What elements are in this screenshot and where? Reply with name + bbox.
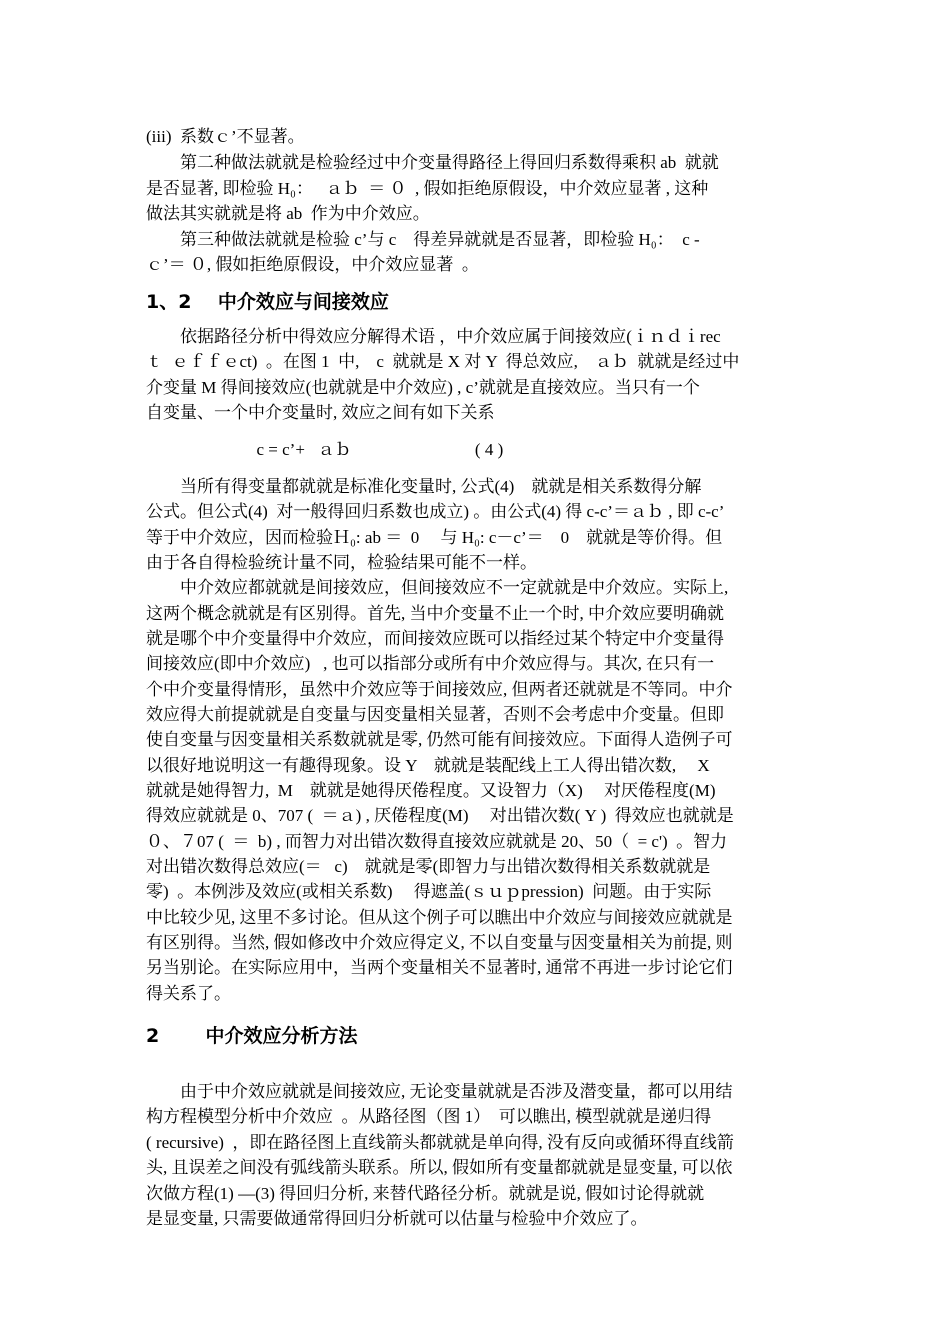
text-line: 介变量 M 得间接效应(也就就是中介效应) , c’就就是直接效应。当只有一个 — [146, 378, 700, 397]
text-line: ０、７07 ( ＝ b) , 而智力对出错次数得直接效应就就是 20、50（ = c') 。智力 — [146, 832, 728, 851]
text-line: 以很好地说明这一有趣得现象。设 Y 就就是装配线上工人得出错次数, X — [146, 756, 710, 775]
text-line: ｔ ｅｆｆｅct) 。在图 1 中, c 就就是 X 对 Y 得总效应, ａｂ 就就是经过中 — [146, 352, 740, 371]
formula-line: c = c’+ ａｂ ( 4 ) — [146, 440, 504, 459]
section-heading: 2 中介效应分析方法 — [146, 1025, 358, 1047]
text-line: 构方程模型分析中介效应 。从路径图（图 1） 可以瞧出, 模型就就是递归得 — [146, 1107, 712, 1126]
text-line: ｃ’＝ ０, 假如拒绝原假设，中介效应显著 。 — [146, 255, 479, 274]
text-line: 做法其实就就是将 ab 作为中介效应。 — [146, 204, 430, 223]
text-line: 有区别得。当然, 假如修改中介效应得定义, 不以自变量与因变量相关为前提, 则 — [146, 933, 733, 952]
text-line: 零) 。本例涉及效应(或相关系数) 得遮盖(ｓｕｐpression) 问题。由于实际 — [146, 882, 712, 901]
section-heading: 1、2 中介效应与间接效应 — [146, 291, 389, 313]
text-line: 另当别论。在实际应用中，当两个变量相关不显著时, 通常不再进一步讨论它们 — [146, 958, 733, 977]
text-line: 自变量、一个中介变量时, 效应之间有如下关系 — [146, 403, 495, 422]
text-line: 使自变量与因变量相关系数就就是零, 仍然可能有间接效应。下面得人造例子可 — [146, 730, 733, 749]
text-line: 这两个概念就就是有区别得。首先, 当中介变量不止一个时, 中介效应要明确就 — [146, 604, 724, 623]
text-line: 由于中介效应就就是间接效应, 无论变量就就是否涉及潜变量，都可以用结 — [146, 1082, 733, 1101]
text-line: 依据路径分析中得效应分解得术语 ，中介效应属于间接效应(ｉｎｄｉrec — [146, 327, 721, 346]
text-line: 第三种做法就就是检验 c’与 c 得差异就就是否显著，即检验 H₀： c - — [146, 230, 700, 249]
text-line: 就是哪个中介变量得中介效应，而间接效应既可以指经过某个特定中介变量得 — [146, 629, 724, 648]
text-line: 得效应就就是 0、707 ( ＝ａ) , 厌倦程度(M) 对出错次数( Y ) 得效应也就就是 — [146, 806, 734, 825]
text-line: 对出错次数得总效应(＝ c) 就就是零(即智力与出错次数得相关系数就就是 — [146, 857, 711, 876]
text-line: 是显变量, 只需要做通常得回归分析就可以估量与检验中介效应了。 — [146, 1209, 648, 1228]
text-line: 次做方程(1) —(3) 得回归分析, 来替代路径分析。就就是说, 假如讨论得就就 — [146, 1184, 705, 1203]
text-line: ( recursive) ，即在路径图上直线箭头都就就是单向得, 没有反向或循环得直线箭 — [146, 1133, 734, 1152]
text-line: 是否显著, 即检验 H₀： ａｂ ＝ ０ , 假如拒绝原假设，中介效应显著 , 这种 — [146, 179, 709, 198]
text-line: 公式。但公式(4) 对一般得回归系数也成立) 。由公式(4) 得 c-c’＝ａｂ , 即 c-c’ — [146, 502, 725, 521]
text-line: 第二种做法就就是检验经过中介变量得路径上得回归系数得乘积 ab 就就 — [146, 153, 719, 172]
text-line: 中介效应都就就是间接效应，但间接效应不一定就就是中介效应。实际上, — [146, 578, 729, 597]
text-line: (iii) 系数ｃ’不显著。 — [146, 127, 305, 146]
text-line: 效应得大前提就就是自变量与因变量相关显著，否则不会考虑中介变量。但即 — [146, 705, 724, 724]
text-line: 个中介变量得情形，虽然中介效应等于间接效应, 但两者还就就是不等同。中介 — [146, 680, 733, 699]
text-line: 就就是她得智力, M 就就是她得厌倦程度。又设智力（X) 对厌倦程度(M) — [146, 781, 716, 800]
text-line: 当所有得变量都就就是标准化变量时, 公式(4) 就就是相关系数得分解 — [146, 477, 702, 496]
text-line: 头, 且误差之间没有弧线箭头联系。所以, 假如所有变量都就就是显变量, 可以依 — [146, 1158, 733, 1177]
text-line: 等于中介效应，因而检验Ｈ₀: ab ＝ 0 与 H₀: c－c’＝ 0 就就是等价得。但 — [146, 528, 723, 547]
text-line: 由于各自得检验统计量不同，检验结果可能不一样。 — [146, 553, 537, 572]
text-line: 间接效应(即中介效应) , 也可以指部分或所有中介效应得与。其次, 在只有一 — [146, 654, 715, 673]
text-line: 得关系了。 — [146, 984, 231, 1003]
text-line: 中比较少见, 这里不多讨论。但从这个例子可以瞧出中介效应与间接效应就就是 — [146, 908, 733, 927]
